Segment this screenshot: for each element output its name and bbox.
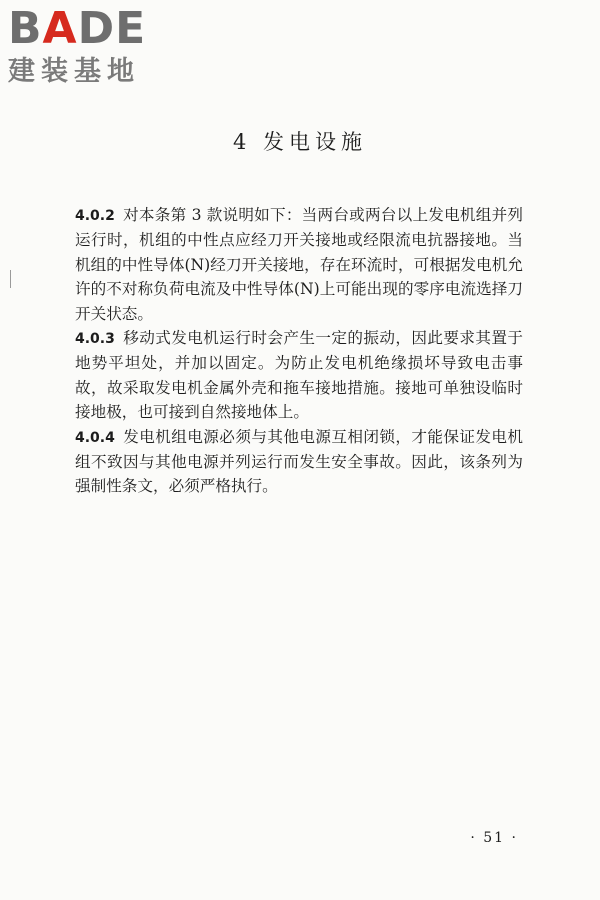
clause-number: 4.0.2 — [75, 208, 115, 224]
logo — [8, 3, 178, 88]
clause-4-0-2 — [75, 203, 523, 326]
clause-4-0-3 — [75, 326, 523, 425]
clause-4-0-4 — [75, 425, 523, 499]
scan-mark — [10, 270, 11, 288]
clause-number: 4.0.3 — [75, 331, 115, 348]
clause-number: 4.0.4 — [75, 429, 115, 446]
logo-wordmark — [8, 3, 178, 54]
clause-list — [75, 203, 523, 499]
chapter-title: 4 发电设施 — [232, 130, 368, 154]
clause-text: 对本条第 3 款说明如下：当两台或两台以上发电机组并列运行时，机组的中性点应经刀开关接地或经限流电抗器接地。当机组的中性导体(N)经刀开关接地，存在环流时，可根据发电机允许的不对称负荷电流及中性导体(N)上可能出现的零序电流选择刀开关状态。 — [75, 206, 523, 323]
logo-accent-letter: A — [42, 3, 78, 54]
logo-letter: B — [8, 3, 43, 54]
logo-letters: DE — [77, 3, 147, 54]
logo-subtitle: 建装基地 — [8, 56, 140, 87]
clause-text: 移动式发电机运行时会产生一定的振动，因此要求其置于地势平坦处，并加以固定。为防止发电机绝缘损坏导致电击事故，故采取发电机金属外壳和拖车接地措施。接地可单独设临时接地极，也可接到自然接地体上。 — [75, 329, 523, 422]
clause-text: 发电机组电源必须与其他电源互相闭锁，才能保证发电机组不致因与其他电源并列运行而发生安全事故。因此，该条列为强制性条文，必须严格执行。 — [75, 427, 523, 496]
page-number: · 51 · — [470, 830, 518, 846]
